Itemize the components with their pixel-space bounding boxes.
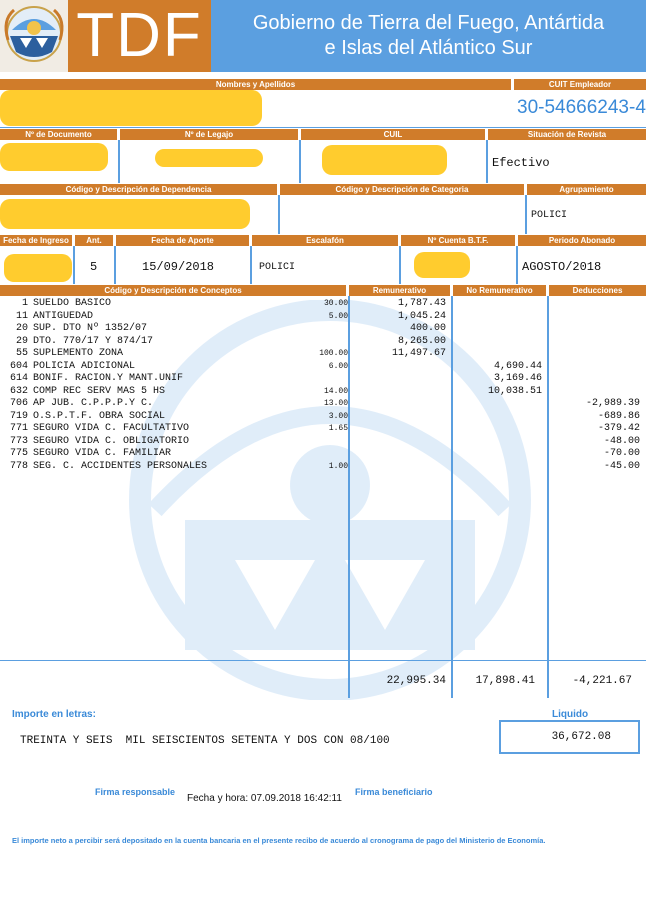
government-title-line1: Gobierno de Tierra del Fuego, Antártida	[252, 12, 605, 34]
concept-row	[0, 448, 646, 461]
concept-description: POLICIA ADICIONAL	[33, 360, 136, 372]
label-cuit: CUIT Empleador	[514, 79, 646, 90]
redacted-cuil	[322, 145, 447, 175]
label-categoria: Código y Descripción de Categoria	[280, 184, 524, 195]
concept-row	[0, 311, 646, 324]
concept-description: SEGURO VIDA C. OBLIGATORIO	[33, 435, 190, 447]
divider	[399, 246, 401, 284]
concept-quantity: 1.00	[328, 461, 348, 471]
concept-description: SUP. DTO Nº 1352/07	[33, 323, 148, 334]
divider	[299, 140, 301, 183]
concept-code: 706	[9, 398, 28, 409]
concept-description: SUELDO BASICO	[33, 298, 112, 309]
concept-code: 55	[15, 348, 28, 359]
total-remunerativo: 22,995.34	[386, 675, 446, 687]
concept-row	[0, 348, 646, 361]
concept-deduccion: -379.42	[597, 423, 640, 434]
label-cuenta: Nº Cuenta B.T.F.	[401, 235, 515, 246]
concept-description: SEGURO VIDA C. FAMILIAR	[33, 448, 172, 459]
concept-quantity: 5.00	[328, 311, 348, 321]
cuit-value: 30-54666243-4	[517, 97, 646, 118]
importe-letras-label: Importe en letras:	[12, 709, 96, 720]
concept-row	[0, 411, 646, 424]
concept-row	[0, 398, 646, 411]
concept-description: ANTIGUEDAD	[33, 310, 94, 322]
concept-no-remunerativo: 4,690.44	[493, 360, 542, 372]
concept-description: SEG. C. ACCIDENTES PERSONALES	[33, 460, 208, 472]
concept-row	[0, 461, 646, 474]
redacted-name	[0, 90, 262, 126]
liquido-label: Liquido	[552, 709, 589, 720]
firma-beneficiario-label: Firma beneficiario	[355, 787, 433, 797]
label-cuil: CUIL	[301, 129, 485, 140]
redacted-dependencia	[0, 199, 250, 229]
government-title-line2: e Islas del Atlántico Sur	[324, 37, 533, 59]
concept-code: 11	[15, 310, 28, 322]
concept-deduccion: -45.00	[603, 460, 640, 472]
concept-remunerativo: 1,045.24	[397, 310, 446, 322]
importe-letras-value: TREINTA Y SEIS MIL SEISCIENTOS SETENTA Y DOS CON 08/100	[20, 735, 390, 747]
concept-no-remunerativo: 3,169.46	[493, 373, 542, 384]
fecha-aporte-value: 15/09/2018	[142, 260, 215, 274]
ant-value: 5	[90, 260, 98, 274]
concept-quantity: 14.00	[323, 386, 348, 396]
concept-code: 778	[9, 460, 28, 472]
concept-code: 20	[15, 323, 28, 334]
situacion-value: Efectivo	[492, 156, 550, 170]
government-title	[211, 0, 646, 72]
liquido-value: 36,672.08	[551, 731, 611, 743]
redacted-documento	[0, 143, 108, 171]
label-documento: Nº de Documento	[0, 129, 117, 140]
concept-code: 614	[9, 373, 28, 384]
divider	[0, 127, 646, 128]
total-no-remunerativo: 17,898.41	[475, 675, 535, 687]
label-ant: Ant.	[75, 235, 113, 246]
concept-description: BONIF. RACION.Y MANT.UNIF	[33, 373, 184, 384]
escalafon-value: POLICI	[259, 262, 296, 273]
liquido-box	[499, 720, 640, 754]
concept-code: 29	[15, 335, 28, 347]
concept-remunerativo: 400.00	[409, 323, 446, 334]
concept-row	[0, 298, 646, 311]
label-escalafon: Escalafón	[252, 235, 398, 246]
divider	[250, 246, 252, 284]
divider	[114, 246, 116, 284]
concept-code: 632	[9, 385, 28, 397]
concept-remunerativo: 11,497.67	[391, 348, 446, 359]
province-logo	[0, 0, 68, 72]
concept-remunerativo: 8,265.00	[397, 335, 446, 347]
concept-quantity: 13.00	[323, 399, 348, 408]
divider	[525, 195, 527, 234]
concept-description: DTO. 770/17 Y 874/17	[33, 335, 154, 347]
label-conceptos: Código y Descripción de Conceptos	[0, 285, 346, 296]
concept-description: SUPLEMENTO ZONA	[33, 348, 124, 359]
fecha-hora: Fecha y hora: 07.09.2018 16:42:11	[187, 793, 342, 804]
concept-row	[0, 373, 646, 386]
concept-deduccion: -2,989.39	[585, 398, 640, 409]
label-deducciones: Deducciones	[549, 285, 646, 296]
concept-quantity: 30.00	[323, 299, 348, 308]
concept-deduccion: -48.00	[603, 435, 640, 447]
label-nombres: Nombres y Apellidos	[0, 79, 511, 90]
concept-code: 1	[21, 298, 28, 309]
concept-remunerativo: 1,787.43	[397, 298, 446, 309]
divider	[486, 140, 488, 183]
label-situacion: Situación de Revista	[488, 129, 646, 140]
concept-quantity: 1.65	[328, 424, 348, 433]
concept-row	[0, 323, 646, 336]
divider	[118, 140, 120, 183]
nota-pie: El importe neto a percibir será depositado en la cuenta bancaria en el presente recibo de acuerdo al cronograma de pago del Ministerio de Economía.	[12, 836, 546, 845]
divider	[278, 195, 280, 234]
divider	[516, 246, 518, 284]
concept-quantity: 100.00	[319, 349, 348, 358]
concepts-table	[0, 298, 646, 473]
concept-description: COMP REC SERV MAS 5 HS	[33, 385, 166, 397]
concept-deduccion: -689.86	[597, 410, 640, 422]
label-remunerativo: Remunerativo	[349, 285, 450, 296]
concept-code: 604	[9, 360, 28, 372]
label-agrupamiento: Agrupamiento	[527, 184, 646, 195]
periodo-value: AGOSTO/2018	[522, 260, 602, 274]
tdf-logo-text: TDF	[68, 0, 211, 72]
concept-no-remunerativo: 10,038.51	[487, 385, 542, 397]
concept-code: 719	[9, 410, 28, 422]
firma-responsable-label: Firma responsable	[95, 787, 176, 797]
label-fecha-ingreso: Fecha de Ingreso	[0, 235, 72, 246]
concept-description: O.S.P.T.F. OBRA SOCIAL	[33, 410, 166, 422]
concept-code: 771	[9, 423, 28, 434]
label-fecha-aporte: Fecha de Aporte	[116, 235, 249, 246]
agrupamiento-value: POLICI	[531, 210, 568, 221]
redacted-legajo	[155, 149, 263, 167]
divider	[73, 246, 75, 284]
concept-row	[0, 386, 646, 399]
label-dependencia: Código y Descripción de Dependencia	[0, 184, 277, 195]
concept-quantity: 3.00	[328, 411, 348, 421]
redacted-fecha-ingreso	[4, 254, 72, 282]
concept-description: SEGURO VIDA C. FACULTATIVO	[33, 423, 190, 434]
total-deducciones: -4,221.67	[572, 675, 632, 687]
concept-row	[0, 423, 646, 436]
concept-row	[0, 361, 646, 374]
concept-quantity: 6.00	[328, 361, 348, 371]
concept-row	[0, 336, 646, 349]
province-shield-icon	[0, 0, 68, 72]
label-no-remunerativo: No Remunerativo	[453, 285, 546, 296]
concept-code: 775	[9, 448, 28, 459]
concept-code: 773	[9, 435, 28, 447]
concept-row	[0, 436, 646, 449]
concept-deduccion: -70.00	[603, 448, 640, 459]
concept-description: AP JUB. C.P.P.P.Y C.	[33, 398, 154, 409]
label-legajo: Nº de Legajo	[120, 129, 298, 140]
totals-divider	[0, 660, 646, 661]
label-periodo: Periodo Abonado	[518, 235, 646, 246]
redacted-cuenta	[414, 252, 470, 278]
